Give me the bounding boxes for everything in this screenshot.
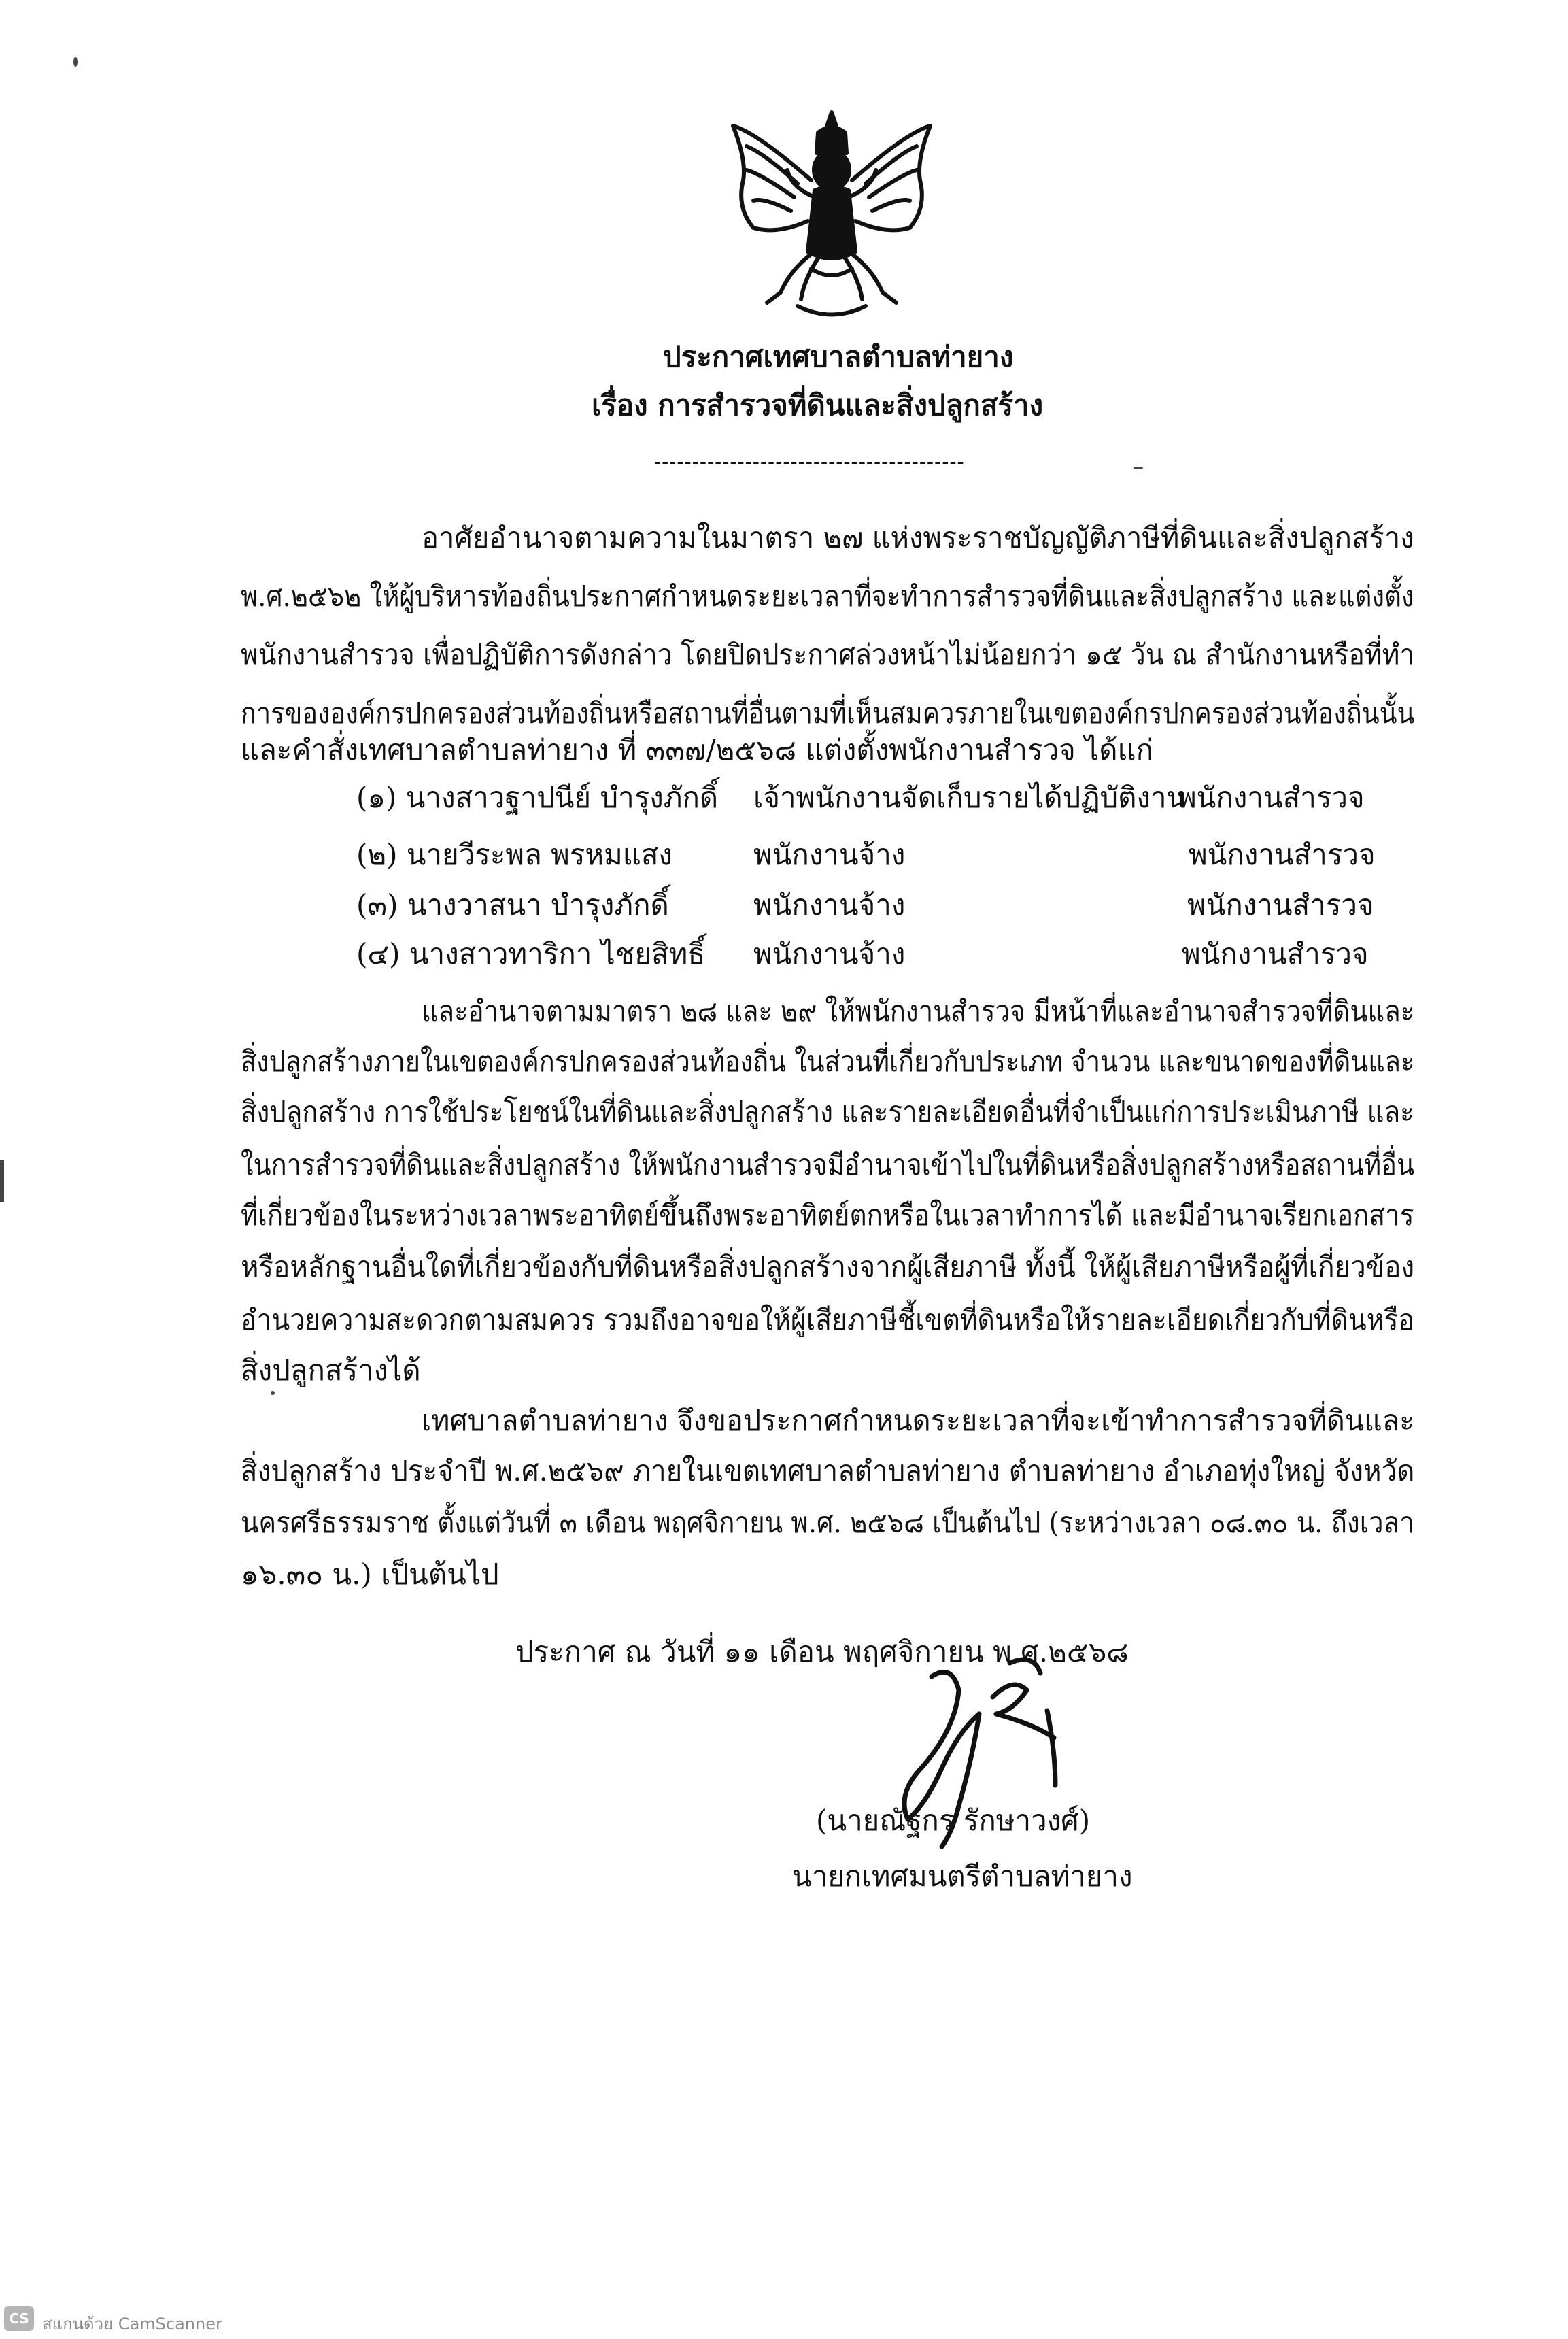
staff-role: พนักงานสำรวจ	[1189, 838, 1376, 871]
staff-name: (๔) นางสาวทาริกา ไชยสิทธิ์	[356, 937, 705, 971]
staff-role: พนักงานสำรวจ	[1178, 781, 1365, 814]
staff-name: (๑) นางสาวฐาปนีย์ บำรุงภักดิ์	[356, 781, 719, 814]
para2-line: ที่เกี่ยวข้องในระหว่างเวลาพระอาทิตย์ขึ้นถึงพระอาทิตย์ตกหรือในเวลาทำการได้ และมีอำนาจเรียกเอกสาร	[241, 1198, 1414, 1232]
para2-line: อำนวยความสะดวกตามสมควร รวมถึงอาจขอให้ผู้เสียภาษีชี้เขตที่ดินหรือให้รายละเอียดเกี่ยวกับที่ดินหรือ	[241, 1303, 1415, 1336]
para2-line: ในการสำรวจที่ดินและสิ่งปลูกสร้าง ให้พนักงานสำรวจมีอำนาจเข้าไปในที่ดินหรือสิ่งปลูกสร้างหรือสถานที่อื่น	[241, 1148, 1415, 1181]
staff-position: พนักงานจ้าง	[753, 888, 906, 922]
scan-edge-mark	[0, 1160, 4, 1202]
staff-role: พนักงานสำรวจ	[1182, 937, 1369, 971]
para2-line: สิ่งปลูกสร้างภายในเขตองค์กรปกครองส่วนท้องถิ่น ในส่วนที่เกี่ยวกับประเภท จำนวน และขนาดของที่ดินและ	[241, 1045, 1415, 1078]
para2-line: สิ่งปลูกสร้าง การใช้ประโยชน์ในที่ดินและสิ่งปลูกสร้าง และรายละเอียดอื่นที่จำเป็นแก่การประเมินภาษี และ	[241, 1095, 1414, 1128]
staff-position: พนักงานจ้าง	[753, 937, 906, 971]
header-divider: -----------------------------------------	[654, 450, 965, 474]
para1-line: และคำสั่งเทศบาลตำบลท่ายาง ที่ ๓๓๗/๒๕๖๘ แต่งตั้งพนักงานสำรวจ ได้แก่	[241, 733, 1154, 767]
camscanner-logo-icon: CS	[4, 2306, 34, 2331]
staff-position: พนักงานจ้าง	[753, 838, 906, 871]
staff-role: พนักงานสำรวจ	[1187, 888, 1374, 922]
signatory-title: นายกเทศมนตรีตำบลท่ายาง	[792, 1860, 1133, 1893]
para3-line: ๑๖.๓๐ น.) เป็นต้นไป	[241, 1558, 499, 1591]
para2-line: และอำนาจตามมาตรา ๒๘ และ ๒๙ ให้พนักงานสำรวจ มีหน้าที่และอำนาจสำรวจที่ดินและ	[422, 994, 1415, 1028]
para2-line: หรือหลักฐานอื่นใดที่เกี่ยวข้องกับที่ดินหรือสิ่งปลูกสร้างจากผู้เสียภาษี ทั้งนี้ ให้ผู้เสียภาษีหรือผู้ที่เกี่ยวข้อง	[241, 1250, 1415, 1283]
para1-line: พนักงานสำรวจ เพื่อปฏิบัติการดังกล่าว โดยปิดประกาศล่วงหน้าไม่น้อยกว่า ๑๕ วัน ณ สำนักงานหรือที่ทำ	[241, 638, 1415, 671]
para1-line: อาศัยอำนาจตามความในมาตรา ๒๗ แห่งพระราชบัญญัติภาษีที่ดินและสิ่งปลูกสร้าง	[422, 521, 1414, 554]
para3-line: เทศบาลตำบลท่ายาง จึงขอประกาศกำหนดระยะเวลาที่จะเข้าทำการสำรวจที่ดินและ	[422, 1404, 1415, 1437]
signatory-name: (นายณัฐกร รักษาวงศ์)	[816, 1804, 1091, 1837]
camscanner-watermark	[0, 2303, 313, 2334]
staff-name: (๒) นายวีระพล พรหมแสง	[356, 838, 673, 871]
para1-line: พ.ศ.๒๕๖๒ ให้ผู้บริหารท้องถิ่นประกาศกำหนดระยะเวลาที่จะทำการสำรวจที่ดินและสิ่งปลูกสร้าง และแต่งตั้ง	[241, 579, 1414, 613]
staff-position: เจ้าพนักงานจัดเก็บรายได้ปฏิบัติงาน	[753, 781, 1187, 814]
para2-line: สิ่งปลูกสร้างได้	[241, 1353, 421, 1387]
garuda-emblem-icon	[716, 105, 947, 330]
announcement-subject: เรื่อง การสำรวจที่ดินและสิ่งปลูกสร้าง	[592, 388, 1044, 422]
camscanner-label: สแกนด้วย CamScanner	[42, 2315, 222, 2334]
scan-speck	[271, 1391, 275, 1395]
para1-line: การขององค์กรปกครองส่วนท้องถิ่นหรือสถานที่อื่นตามที่เห็นสมควรภายในเขตองค์กรปกครองส่วนท้องถิ่นนั้น	[241, 696, 1415, 730]
staff-name: (๓) นางวาสนา บำรุงภักดิ์	[356, 888, 669, 922]
announcement-date: ประกาศ ณ วันที่ ๑๑ เดือน พฤศจิกายน พ.ศ.๒๕๖๘	[515, 1635, 1129, 1668]
scan-speck	[1134, 467, 1143, 469]
announcement-title: ประกาศเทศบาลตำบลท่ายาง	[663, 340, 1014, 373]
para3-line: นครศรีธรรมราช ตั้งแต่วันที่ ๓ เดือน พฤศจิกายน พ.ศ. ๒๕๖๘ เป็นต้นไป (ระหว่างเวลา ๐๘.๓๐ น. ถึงเวลา	[241, 1506, 1414, 1539]
para3-line: สิ่งปลูกสร้าง ประจำปี พ.ศ.๒๕๖๙ ภายในเขตเทศบาลตำบลท่ายาง ตำบลท่ายาง อำเภอทุ่งใหญ่ จังหวัด	[241, 1454, 1415, 1487]
scan-speck	[73, 57, 78, 67]
